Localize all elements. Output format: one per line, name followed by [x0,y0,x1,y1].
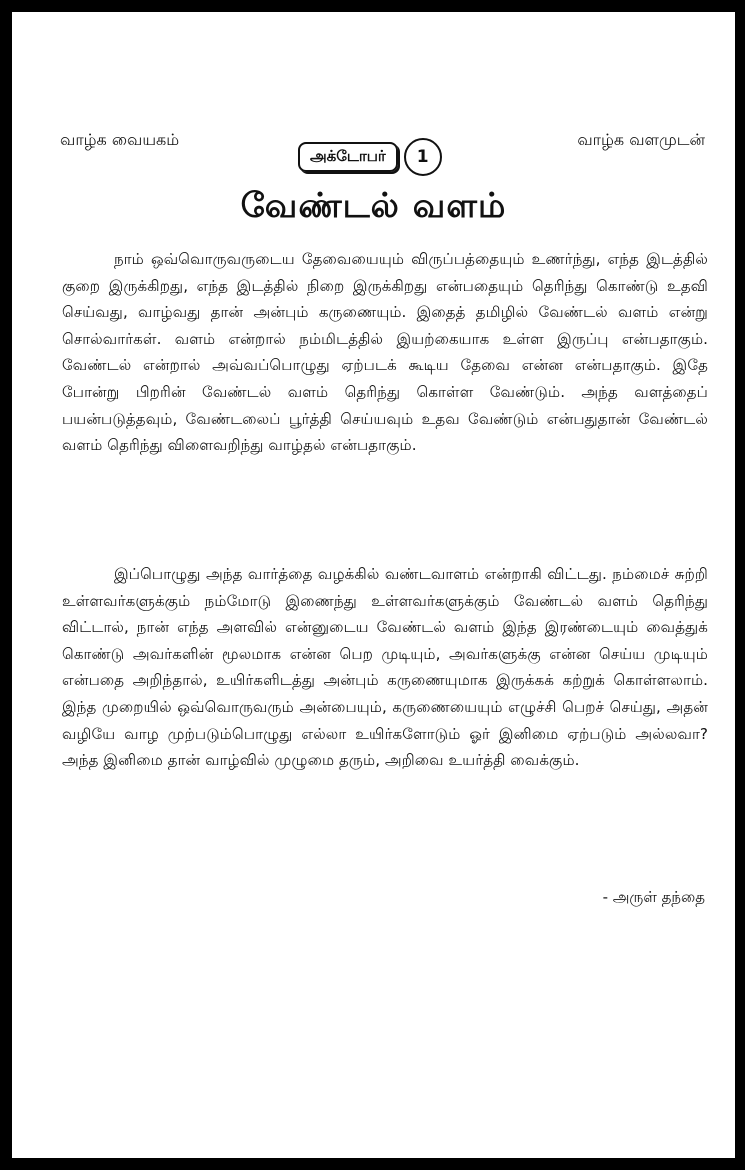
paragraph: இப்பொழுது அந்த வார்த்தை வழக்கில் வண்டவாளம் என்றாகி விட்டது. நம்மைச் சுற்றி உள்ளவர்களுக்கும் நம்மோடு இணைந்து உள்ளவர்களுக்கும் வேண்டல் வளம் தெரிந்து விட்டால், நான் எந்த அளவில் என்னுடைய வேண்டல் வளம் இந்த இரண்டையும் வைத்துக் கொண்டு அவர்களின் மூலமாக என்ன பெற முடியும், அவர்களுக்கு என்ன செய்ய முடியும் என்பதை அறிந்தால், உயிர்களிடத்து அன்பும் கருணையுமாக இருக்கக் கற்றுக் கொள்ளலாம். இந்த முறையில் ஒவ்வொருவரும் அன்பையும், கருணையையும் எழுச்சி பெறச் செய்து, அதன் வழியே வாழ முற்படும்பொழுது எல்லா உயிர்களோடும் ஓர் இனிமை ஏற்படும் அல்லவா? அந்த இனிமை தான் வாழ்வில் முழுமை தரும், அறிவை உயர்த்தி வைக்கும். [62,565,708,770]
signature: - அருள் தந்தை [602,888,705,906]
month-label: அக்டோபர் [298,142,398,172]
header-right-text: வாழ்க வளமுடன் [577,130,705,149]
page [12,12,735,1158]
paragraph: நாம் ஒவ்வொருவருடைய தேவையையும் விருப்பத்தையும் உணர்ந்து, எந்த இடத்தில் குறை இருக்கிறது, எந்த இடத்தில் நிறை இருக்கிறது என்பதையும் தெரிந்து கொண்டு உதவி செய்வது, வாழ்வது தான் அன்பும் கருணையும். இதைத் தமிழில் வேண்டல் வளம் என்று சொல்வார்கள். வளம் என்றால் நம்மிடத்தில் இயற்கையாக உள்ள இருப்பு என்பதாகும். வேண்டல் என்றால் அவ்வப்பொழுது ஏற்படக் கூடிய தேவை என்ன என்பதாகும். இதே போன்று பிறரின் வேண்டல் வளம் தெரிந்து கொள்ள வேண்டும். அந்த வளத்தைப் பயன்படுத்தவும், வேண்டலைப் பூர்த்தி செய்யவும் உதவ வேண்டும் என்பதுதான் வேண்டல் வளம் தெரிந்து விளைவறிந்து வாழ்தல் என்பதாகும். [62,250,708,455]
paragraph-2-block [62,561,708,774]
page-title: வேண்டல் வளம் [240,186,507,226]
header-left-text: வாழ்க வையகம் [60,130,180,149]
day-number: 1 [404,138,442,176]
date-badge [298,138,442,176]
paragraph-1-block [62,246,708,459]
